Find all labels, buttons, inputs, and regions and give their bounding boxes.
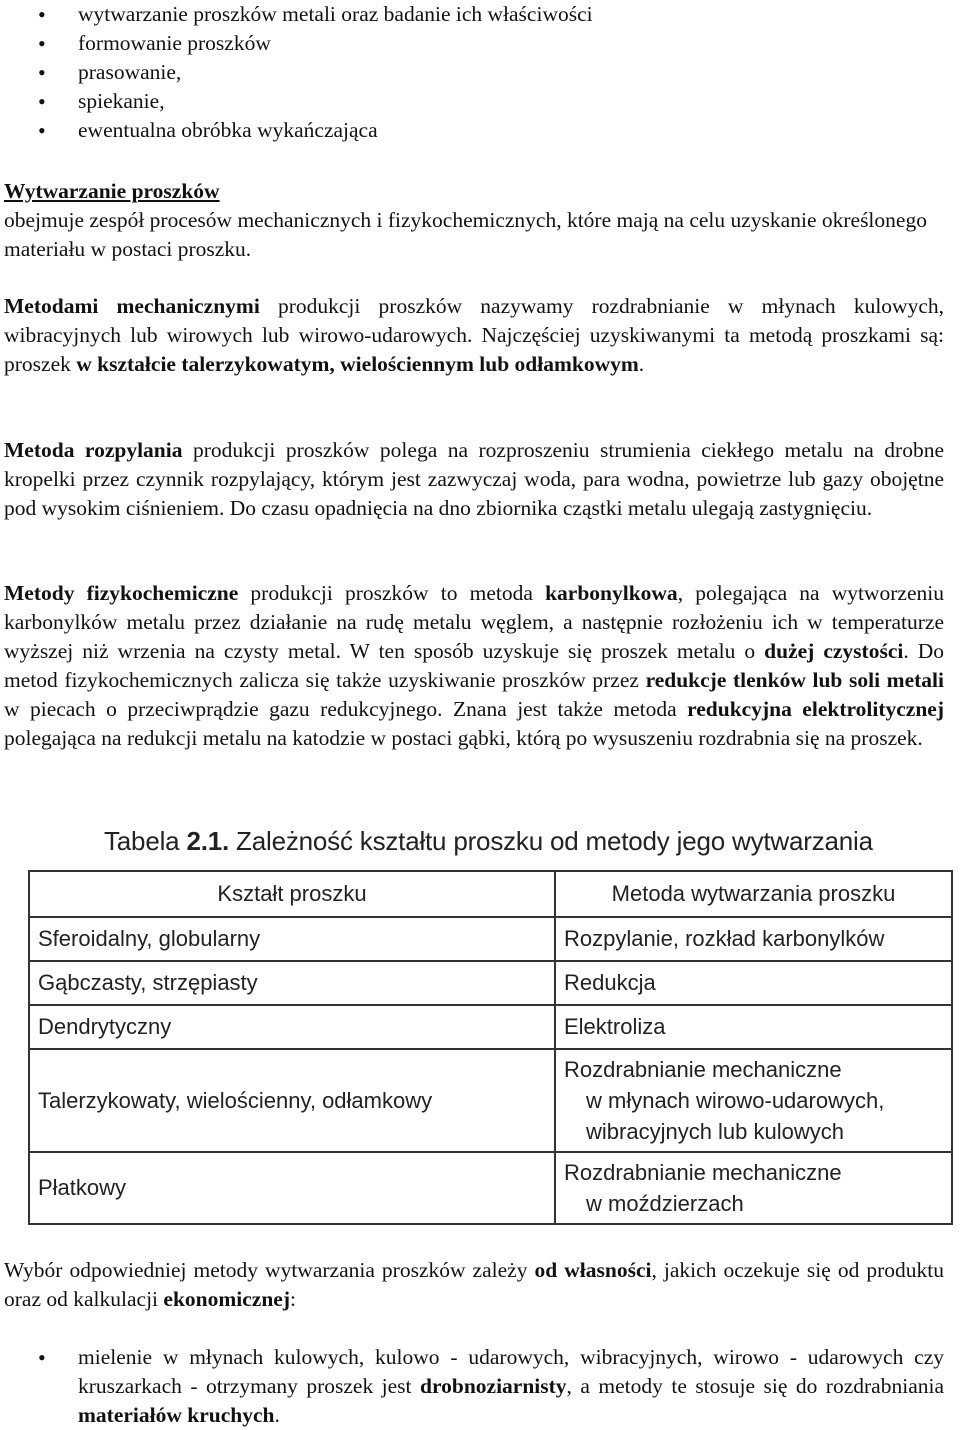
cell-shape: Dendrytyczny bbox=[29, 1005, 555, 1049]
cell-method: Elektroliza bbox=[555, 1005, 952, 1049]
cell-method: Rozdrabnianie mechaniczne w młynach wirowo-udarowych, wibracyjnych lub kulowych bbox=[555, 1049, 952, 1152]
cell-shape: Płatkowy bbox=[29, 1152, 555, 1224]
section-body: obejmuje zespół procesów mechanicznych i fizykochemicznych, które mają na celu uzyskanie określonego materiału w postaci proszku. bbox=[4, 208, 927, 261]
list-item: • ewentualna obróbka wykańczająca bbox=[0, 116, 940, 145]
milling-list bbox=[0, 1343, 944, 1430]
list-item: • wytwarzanie proszków metali oraz badanie ich właściwości bbox=[0, 0, 940, 29]
column-header-shape: Kształt proszku bbox=[29, 871, 555, 917]
cell-shape: Talerzykowaty, wielościenny, odłamkowy bbox=[29, 1049, 555, 1152]
section-heading: Wytwarzanie proszków bbox=[4, 179, 220, 203]
paragraph-physicochemical-methods: Metody fizykochemiczne produkcji proszków to metoda karbonylkowa, polegająca na wytworzeniu karbonylków metalu przez działanie na rudę metalu węglem, a następnie rozłożeniu ich w temperaturze wyższej niż wrzenia na czysty metal. W ten sposób uzyskuje się proszek metalu o dużej czystości. Do metod fizykochemicznych zalicza się także uzyskiwanie proszków przez redukcje tlenków lub soli metali w piecach o przeciwprądzie gazu redukcyjnego. Znana jest także metoda redukcyjna elektrolitycznej polegająca na redukcji metalu na katodzie w postaci gąbki, którą po wysuszeniu rozdrabnia się na proszek. bbox=[4, 581, 945, 750]
list-item: • mielenie w młynach kulowych, kulowo - udarowych, wibracyjnych, wirowo - udarowych czy kruszarkach - otrzymany proszek jest drobnoziarnisty, a metody te stosuje się do rozdrabniania materiałów kruchych. bbox=[0, 1343, 944, 1430]
paragraph-atomization-method: Metoda rozpylania produkcji proszków polega na rozproszeniu strumienia ciekłego metalu na drobne kropelki przez czynnik rozpylający, którym jest zazwyczaj woda, para wodna, powietrze lub gazy obojętne pod wysokim ciśnieniem. Do czasu opadnięcia na dno zbiornika cząstki metalu ulegają zastygnięciu. bbox=[4, 438, 945, 520]
column-header-method: Metoda wytwarzania proszku bbox=[555, 871, 952, 917]
table-row bbox=[29, 1152, 952, 1224]
list-item: • formowanie proszków bbox=[0, 29, 940, 58]
table-row bbox=[29, 917, 952, 961]
cell-method: Redukcja bbox=[555, 961, 952, 1005]
table-row bbox=[29, 961, 952, 1005]
process-steps-list bbox=[0, 0, 940, 145]
cell-method: Rozpylanie, rozkład karbonylków bbox=[555, 917, 952, 961]
paragraph-mechanical-methods: Metodami mechanicznymi produkcji proszków nazywamy rozdrabnianie w młynach kulowych, wibracyjnych lub wirowych lub wirowo-udarowych. Najczęściej uzyskiwanymi ta metodą proszkami są: proszek w kształcie talerzykowatym, wielościennym lub odłamkowym. bbox=[4, 294, 944, 376]
paragraph-method-choice: Wybór odpowiedniej metody wytwarzania proszków zależy od własności, jakich oczekuje się od produktu oraz od kalkulacji ekonomicznej: bbox=[4, 1258, 944, 1311]
powder-shape-table bbox=[28, 870, 953, 1225]
table-title: Tabela 2.1. Zależność kształtu proszku od metody jego wytwarzania bbox=[104, 826, 873, 856]
cell-shape: Sferoidalny, globularny bbox=[29, 917, 555, 961]
list-item: • spiekanie, bbox=[0, 87, 940, 116]
cell-shape: Gąbczasty, strzępiasty bbox=[29, 961, 555, 1005]
table-row bbox=[29, 1005, 952, 1049]
list-item: • prasowanie, bbox=[0, 58, 940, 87]
section-powder-production bbox=[4, 177, 944, 264]
cell-method: Rozdrabnianie mechaniczne w moździerzach bbox=[555, 1152, 952, 1224]
table-header-row bbox=[29, 871, 952, 917]
table-row bbox=[29, 1049, 952, 1152]
